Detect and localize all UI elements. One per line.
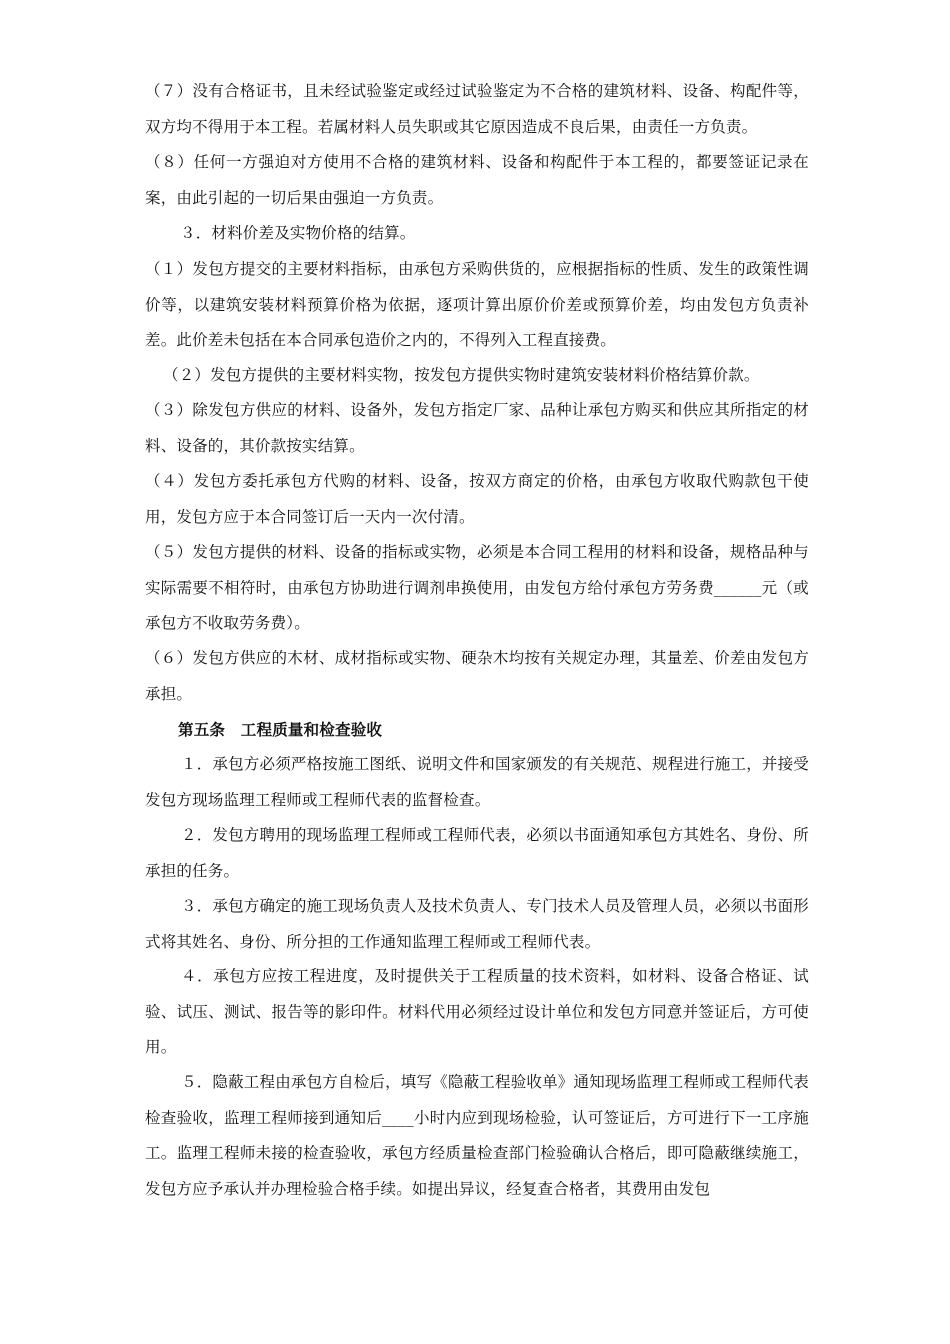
- article-5-item-2: ２．发包方聘用的现场监理工程师或工程师代表，必须以书面通知承包方其姓名、身份、所承担的任务。: [145, 826, 810, 880]
- paragraph-item-7: （７）没有合格证书，且未经试验鉴定或经过试验鉴定为不合格的建筑材料、设备、构配件等，双方均不得用于本工程。若属材料人员失职或其它原因造成不良后果，由责任一方负责。: [145, 82, 809, 136]
- paragraph-price-diff-1: （１）发包方提交的主要材料指标，由承包方采购供货的，应根据指标的性质、发生的政策性调价等，以建筑安装材料预算价格为依据，逐项计算出原价价差或预算价差，均由发包方负责补差。此价差未包括在本合同承包造价之内的，不得列入工程直接费。: [145, 260, 809, 349]
- paragraph-price-diff-5: （５）发包方提供的材料、设备的指标或实物，必须是本合同工程用的材料和设备，规格品种与实际需要不相符时，由承包方协助进行调剂串换使用，由发包方给付承包方劳务费______元（或承包方不收取劳务费）。: [145, 543, 809, 632]
- paragraph-price-diff-6: （６）发包方供应的木材、成材指标或实物、硬杂木均按有关规定办理，其量差、价差由发包方承担。: [145, 649, 809, 703]
- article-5-item-3: ３．承包方确定的施工现场负责人及技术负责人、专门技术人员及管理人员，必须以书面形式将其姓名、身份、所分担的工作通知监理工程师或工程师代表。: [145, 897, 810, 951]
- paragraph-price-diff-4: （４）发包方委托承包方代购的材料、设备，按双方商定的价格，由承包方收取代购款包干使用，发包方应于本合同签订后一天内一次付清。: [145, 472, 809, 526]
- article-5-item-4: ４．承包方应按工程进度，及时提供关于工程质量的技术资料，如材料、设备合格证、试验、试压、测试、报告等的影印件。材料代用必须经过设计单位和发包方同意并签证后，方可使用。: [145, 967, 809, 1056]
- article-5-heading: 第五条 工程质量和检查验收: [178, 720, 383, 739]
- paragraph-price-diff-3: （３）除发包方供应的材料、设备外，发包方指定厂家、品种让承包方购买和供应其所指定的材料、设备的，其价款按实结算。: [145, 401, 809, 455]
- article-5-item-1: １．承包方必须严格按施工图纸、说明文件和国家颁发的有关规范、规程进行施工，并接受发包方现场监理工程师或工程师代表的监督检查。: [145, 755, 810, 809]
- paragraph-item-8: （８）任何一方强迫对方使用不合格的建筑材料、设备和构配件于本工程的，都要签证记录在案，由此引起的一切后果由强迫一方负责。: [145, 153, 809, 207]
- paragraph-price-diff-2: （２）发包方提供的主要材料实物，按发包方提供实物时建筑安装材料价格结算价款。: [163, 366, 760, 384]
- section-3-title: ３．材料价差及实物价格的结算。: [180, 224, 416, 242]
- article-5-item-5: ５．隐蔽工程由承包方自检后，填写《隐蔽工程验收单》通知现场监理工程师或工程师代表检查验收，监理工程师接到通知后____小时内应到现场检验，认可签证后，方可进行下一工序施工。监理工程师未接的检查验收，承包方经质量检查部门检验确认合格后，即可隐蔽继续施工，发包方应予承认并办理检验合格手续。如提出异议，经复查合格者，其费用由发包: [145, 1073, 810, 1198]
